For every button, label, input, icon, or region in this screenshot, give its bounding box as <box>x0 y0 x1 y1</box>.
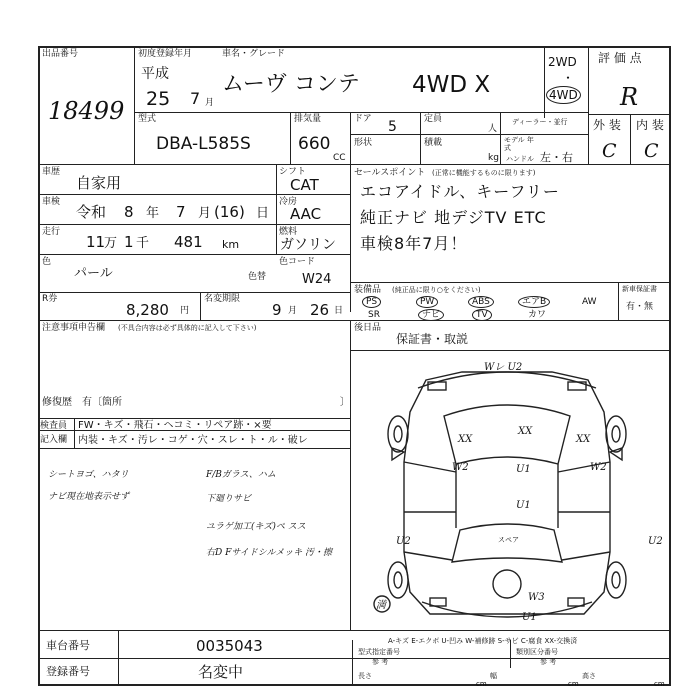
car-grade: 4WD X <box>412 72 491 98</box>
mileage-label: 走行 <box>42 227 61 237</box>
color-code-label: 色コード <box>279 257 316 267</box>
mileage-sen: 1 <box>124 233 134 251</box>
drive-2wd: 2WD <box>548 55 577 69</box>
length-unit: cm <box>476 680 487 688</box>
handwritten-note-6: 右D Fサイドシルメッキ 汚・擦 <box>206 548 333 558</box>
color: パール <box>74 266 113 281</box>
drive-dot: ・ <box>562 71 575 85</box>
equip-pw-label: PW <box>416 296 438 308</box>
lot-number: 18499 <box>48 97 125 125</box>
notes-note: (不具合内容は必ず具体的に記入して下さい) <box>118 324 257 332</box>
doors-label: ドア <box>354 114 372 124</box>
person-unit: 人 <box>488 124 498 134</box>
equip-airbag-label: エアB <box>518 296 550 308</box>
recycle-unit: 円 <box>180 306 190 316</box>
shift-label: シフト <box>279 167 307 177</box>
width-unit: cm <box>568 680 579 688</box>
sales-line-3: 車検8年7月！ <box>360 234 468 253</box>
mileage-man-unit: 万 <box>104 236 118 251</box>
mark-w3: W3 <box>528 592 545 603</box>
model-type: DBA-L585S <box>156 134 251 154</box>
ref-1: 参 考 <box>372 658 389 666</box>
sales-label: セールスポイント <box>354 168 426 178</box>
model-year-label: モデル 年式 <box>504 136 534 152</box>
rating-score: R <box>620 83 639 111</box>
lot-label: 出品番号 <box>42 49 79 59</box>
rating-label: 評 価 点 <box>598 51 642 65</box>
model-label: 車名・グレード <box>222 49 286 59</box>
ref-2: 参 考 <box>540 658 557 666</box>
mark-uc: XX <box>518 426 533 437</box>
recycle-label: R券 <box>42 294 58 304</box>
car-diagram <box>352 352 670 642</box>
equip-abs <box>468 296 494 308</box>
handwritten-note-3: F/Bガラス、ハム <box>206 470 276 480</box>
equip-sr: SR <box>368 310 380 320</box>
warranty-label: 新車保証書 <box>622 285 657 293</box>
mark-u2r: U2 <box>648 536 663 547</box>
chassis-label: 車台番号 <box>46 639 90 652</box>
handle-label: ハンドル <box>506 155 534 163</box>
equip-airbag <box>518 296 550 308</box>
shape-label: 形状 <box>354 138 373 148</box>
mark-u1b: U1 <box>516 500 531 511</box>
inspection-day: (16) <box>214 203 245 221</box>
mark-top: Wレ U2 <box>484 362 523 373</box>
displacement: 660 <box>298 134 331 154</box>
mark-ul: XX <box>458 434 473 445</box>
registration-label: 登録番号 <box>46 665 90 678</box>
displacement-label: 排気量 <box>294 114 322 124</box>
ac: AAC <box>290 205 322 223</box>
mark-u2l: U2 <box>396 536 411 547</box>
exterior-grade: C <box>602 140 617 162</box>
car-name: ムーヴ コンテ <box>222 72 360 97</box>
spare-label: スペア <box>498 536 519 544</box>
load-label: 積載 <box>424 138 443 148</box>
equip-tv-label: TV <box>472 309 492 321</box>
mark-u1a: U1 <box>516 464 531 475</box>
capacity-label: 定員 <box>424 114 443 124</box>
color-change-label: 色替 <box>248 272 267 282</box>
reg-month: 7 <box>190 89 201 108</box>
equip-navi-label: ナビ <box>418 309 444 321</box>
mark-seal: 満 <box>376 600 386 611</box>
mileage-rest: 481 <box>174 233 203 251</box>
color-label: 色 <box>42 257 52 267</box>
inspection-day-value: 16 <box>219 203 239 221</box>
repair-label: 修復歴 <box>42 397 72 408</box>
class-label: 類別区分番号 <box>516 648 558 656</box>
history: 自家用 <box>76 174 122 192</box>
drive-4wd: 4WD <box>546 86 581 104</box>
damage-legend: A-キズ E-エクボ U-凹み W-補修跡 S-サビ C-腐食 XX-交換済 <box>388 637 578 645</box>
history-label: 車歴 <box>42 167 61 177</box>
inspection-month-unit: 月 <box>198 206 212 221</box>
kg-unit: kg <box>488 153 499 163</box>
handle: 左・右 <box>540 151 573 164</box>
fuel-label: 燃料 <box>279 227 298 237</box>
sales-note: (正常に機能するものに限ります) <box>432 169 536 177</box>
reg-month-unit: 月 <box>205 98 215 108</box>
equip-ps-label: PS <box>362 296 381 308</box>
mileage-sen-unit: 千 <box>136 236 150 251</box>
deadline-day: 26 <box>310 301 330 319</box>
mark-u1-bottom: U1 <box>522 612 537 623</box>
sales-line-1: エコアイドル、キーフリー <box>360 182 560 201</box>
recycle-fee: 8,280 <box>126 301 169 319</box>
inspector-row-2: 内装・キズ・汚レ・コゲ・穴・スレ・ト・ル・破レ <box>78 435 308 446</box>
equipment-label: 装備品 <box>354 285 382 295</box>
handwritten-note-2: ナビ現在地表示せず <box>48 492 130 502</box>
equip-abs-label: ABS <box>468 296 494 308</box>
color-code: W24 <box>302 272 332 287</box>
shift: CAT <box>290 176 319 194</box>
equip-leather: カワ <box>528 310 547 320</box>
after-items: 保証書・取説 <box>396 332 469 346</box>
era: 平成 <box>141 66 169 82</box>
warranty: 有・無 <box>626 302 654 312</box>
equip-pw <box>416 296 438 308</box>
reg-date-label: 初度登録年月 <box>138 49 193 59</box>
mileage-man: 11 <box>86 233 106 251</box>
inspection-era: 令和 <box>76 203 107 221</box>
inspector-row-1: FW・キズ・飛石・ヘコミ・リペア跡・×要 <box>78 420 272 431</box>
exterior-label: 外 装 <box>593 118 621 132</box>
mileage-unit: km <box>222 238 240 251</box>
inspector-label-1: 検査員 <box>40 421 68 431</box>
ac-label: 冷房 <box>279 197 298 207</box>
repair-close: 〕 <box>340 397 350 408</box>
equip-aw: AW <box>582 297 597 307</box>
inspection-month: 7 <box>176 203 186 221</box>
deadline-month-unit: 月 <box>288 306 298 316</box>
mark-w2a: W2 <box>452 462 469 473</box>
equipment-note: (純正品に限り○をください) <box>392 286 481 294</box>
handwritten-note-5: ユラゲ加工(キズ)ペ スス <box>206 522 306 532</box>
deadline-day-unit: 日 <box>334 306 344 316</box>
handwritten-note-1: シートヨゴ、ハタリ <box>48 470 129 480</box>
sales-line-2: 純正ナビ 地デジTV ETC <box>360 208 547 227</box>
equip-tv <box>472 309 492 321</box>
type-label: 型式 <box>138 114 157 124</box>
inspection-year-unit: 年 <box>146 206 160 221</box>
doors: 5 <box>388 119 397 135</box>
inspection-label: 車検 <box>42 197 61 207</box>
type-cert-label: 型式指定番号 <box>358 648 400 656</box>
height-label: 高さ <box>582 672 596 680</box>
inspection-day-unit: 日 <box>256 206 270 221</box>
interior-label: 内 装 <box>636 118 664 132</box>
mark-ur: XX <box>576 434 591 445</box>
deadline-month: 9 <box>272 301 282 319</box>
cc-unit: CC <box>333 153 346 163</box>
fuel: ガソリン <box>280 237 336 253</box>
dealer-label: ディーラー・並行 <box>512 118 568 126</box>
equip-navi <box>418 309 444 321</box>
handwritten-note-4: 下廻りサビ <box>206 494 252 504</box>
interior-grade: C <box>644 140 659 162</box>
after-label: 後日品 <box>354 323 382 333</box>
notes-label: 注意事項申告欄 <box>42 323 106 333</box>
registration: 名変中 <box>198 663 244 681</box>
inspection-year: 8 <box>124 203 134 221</box>
deadline-label: 名変期限 <box>204 294 241 304</box>
length-label: 長さ <box>358 672 372 680</box>
reg-year: 25 <box>146 88 171 110</box>
width-label: 幅 <box>490 672 497 680</box>
height-unit: cm <box>654 680 665 688</box>
inspector-label-2: 記入欄 <box>40 435 68 445</box>
chassis-number: 0035043 <box>196 637 263 655</box>
mark-w2b: W2 <box>590 462 607 473</box>
repair-value: 有〔箇所 <box>82 397 122 408</box>
equip-ps <box>362 296 381 308</box>
